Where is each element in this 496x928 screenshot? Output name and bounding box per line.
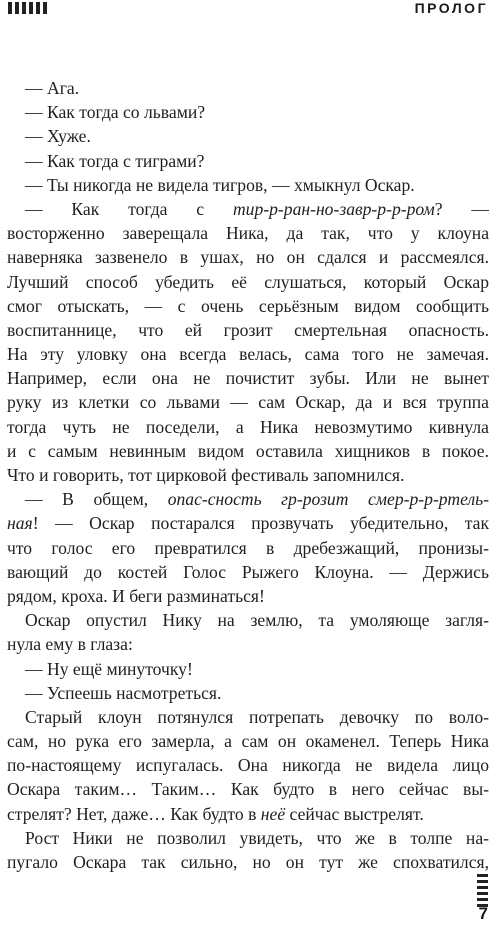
text-span: — Как тогда с: [25, 198, 233, 219]
text-line: Рост Ники не позволил увидеть, что же в толпе на-: [25, 827, 489, 848]
text-line: тогда чуть не поседели, а Ника невозмутимо кивнула: [7, 416, 489, 437]
emphasis: тир-р-ран-но-завр-р-р-ром: [232, 198, 435, 219]
text-line: — Хуже.: [25, 126, 91, 147]
footer-decoration: [477, 874, 488, 907]
text-line: — Ты никогда не видела тигров, — хмыкнул Оскар.: [25, 174, 415, 195]
page-number: 7: [478, 904, 488, 923]
text-line: — Как тогда с тиграми?: [25, 150, 205, 171]
text-line: — Успеешь насмотреться.: [25, 682, 222, 703]
text-line: Например, если она не почистит зубы. Или не вынет: [7, 368, 489, 389]
text-span: стрелят? Нет, даже… Как будто в: [7, 803, 261, 824]
text-line: [7, 511, 489, 535]
text-line: воспитаннице, что ей грозит смертельная опасность.: [7, 319, 489, 340]
text-line: наверняка зазвенело в ушах, но он сдался и рассмеялся.: [7, 247, 489, 268]
text-line: На эту уловку она всегда велась, сама того не замечая.: [7, 344, 489, 365]
running-header: ПРОЛОГ: [414, 0, 488, 16]
text-line: — Ага.: [25, 78, 80, 98]
text-line: [7, 487, 489, 511]
text-line: руку из клетки со львами — сам Оскар, да и вся труппа: [7, 392, 489, 413]
text-line: Лучший способ убедить её слушаться, который Оскар: [7, 271, 489, 292]
text-line: что голос его превратился в дребезжащий, пронизы-: [7, 537, 489, 558]
body-text: [7, 76, 489, 874]
text-line: и с самым невинным видом оставила хищников в покое.: [7, 440, 489, 461]
text-line: Что и говорить, тот цирковой фестиваль запомнился.: [7, 465, 405, 485]
text-span: ? —: [434, 198, 489, 219]
text-line: по-настоящему испугалась. Она никогда не видела лицо: [7, 755, 489, 776]
text-line: [7, 802, 489, 826]
text-line: Оскара таким… Таким… Как будто в него сейчас вы-: [7, 779, 489, 800]
header-decoration: [8, 2, 47, 14]
text-line: — Как тогда со львами?: [25, 102, 206, 123]
text-line: — Ну ещё минуточку!: [25, 658, 193, 679]
text-line: Старый клоун потянулся потрепать девочку по воло-: [25, 706, 489, 727]
text-line: нула ему в глаза:: [7, 634, 133, 655]
emphasis: опас-сность гр-розит смер-р-р-ртель-: [167, 489, 489, 510]
text-span: — В общем,: [25, 489, 168, 510]
text-line: сам, но рука его замерла, а сам он окаменел. Теперь Ника: [7, 731, 489, 752]
text-line: восторженно заверещала Ника, да так, что у клоуна: [7, 223, 489, 244]
text-line: Оскар опустил Нику на землю, та умоляюще загля-: [25, 610, 489, 631]
text-span: сейчас выстрелят.: [285, 803, 424, 824]
text-line: вающий до костей Голос Рыжего Клоуна. — Держись: [7, 561, 489, 582]
text-line: [7, 197, 489, 221]
text-line: рядом, кроха. И беги разминаться!: [7, 585, 265, 606]
emphasis: ная: [7, 513, 33, 534]
text-span: ! — Оскар постарался прозвучать убедительно, так: [32, 513, 489, 534]
emphasis: неё: [260, 803, 286, 824]
text-line: пугало Оскара так сильно, но он тут же спохватился,: [7, 852, 489, 872]
text-line: смог отыскать, — с очень серьёзным видом сообщить: [7, 295, 489, 316]
